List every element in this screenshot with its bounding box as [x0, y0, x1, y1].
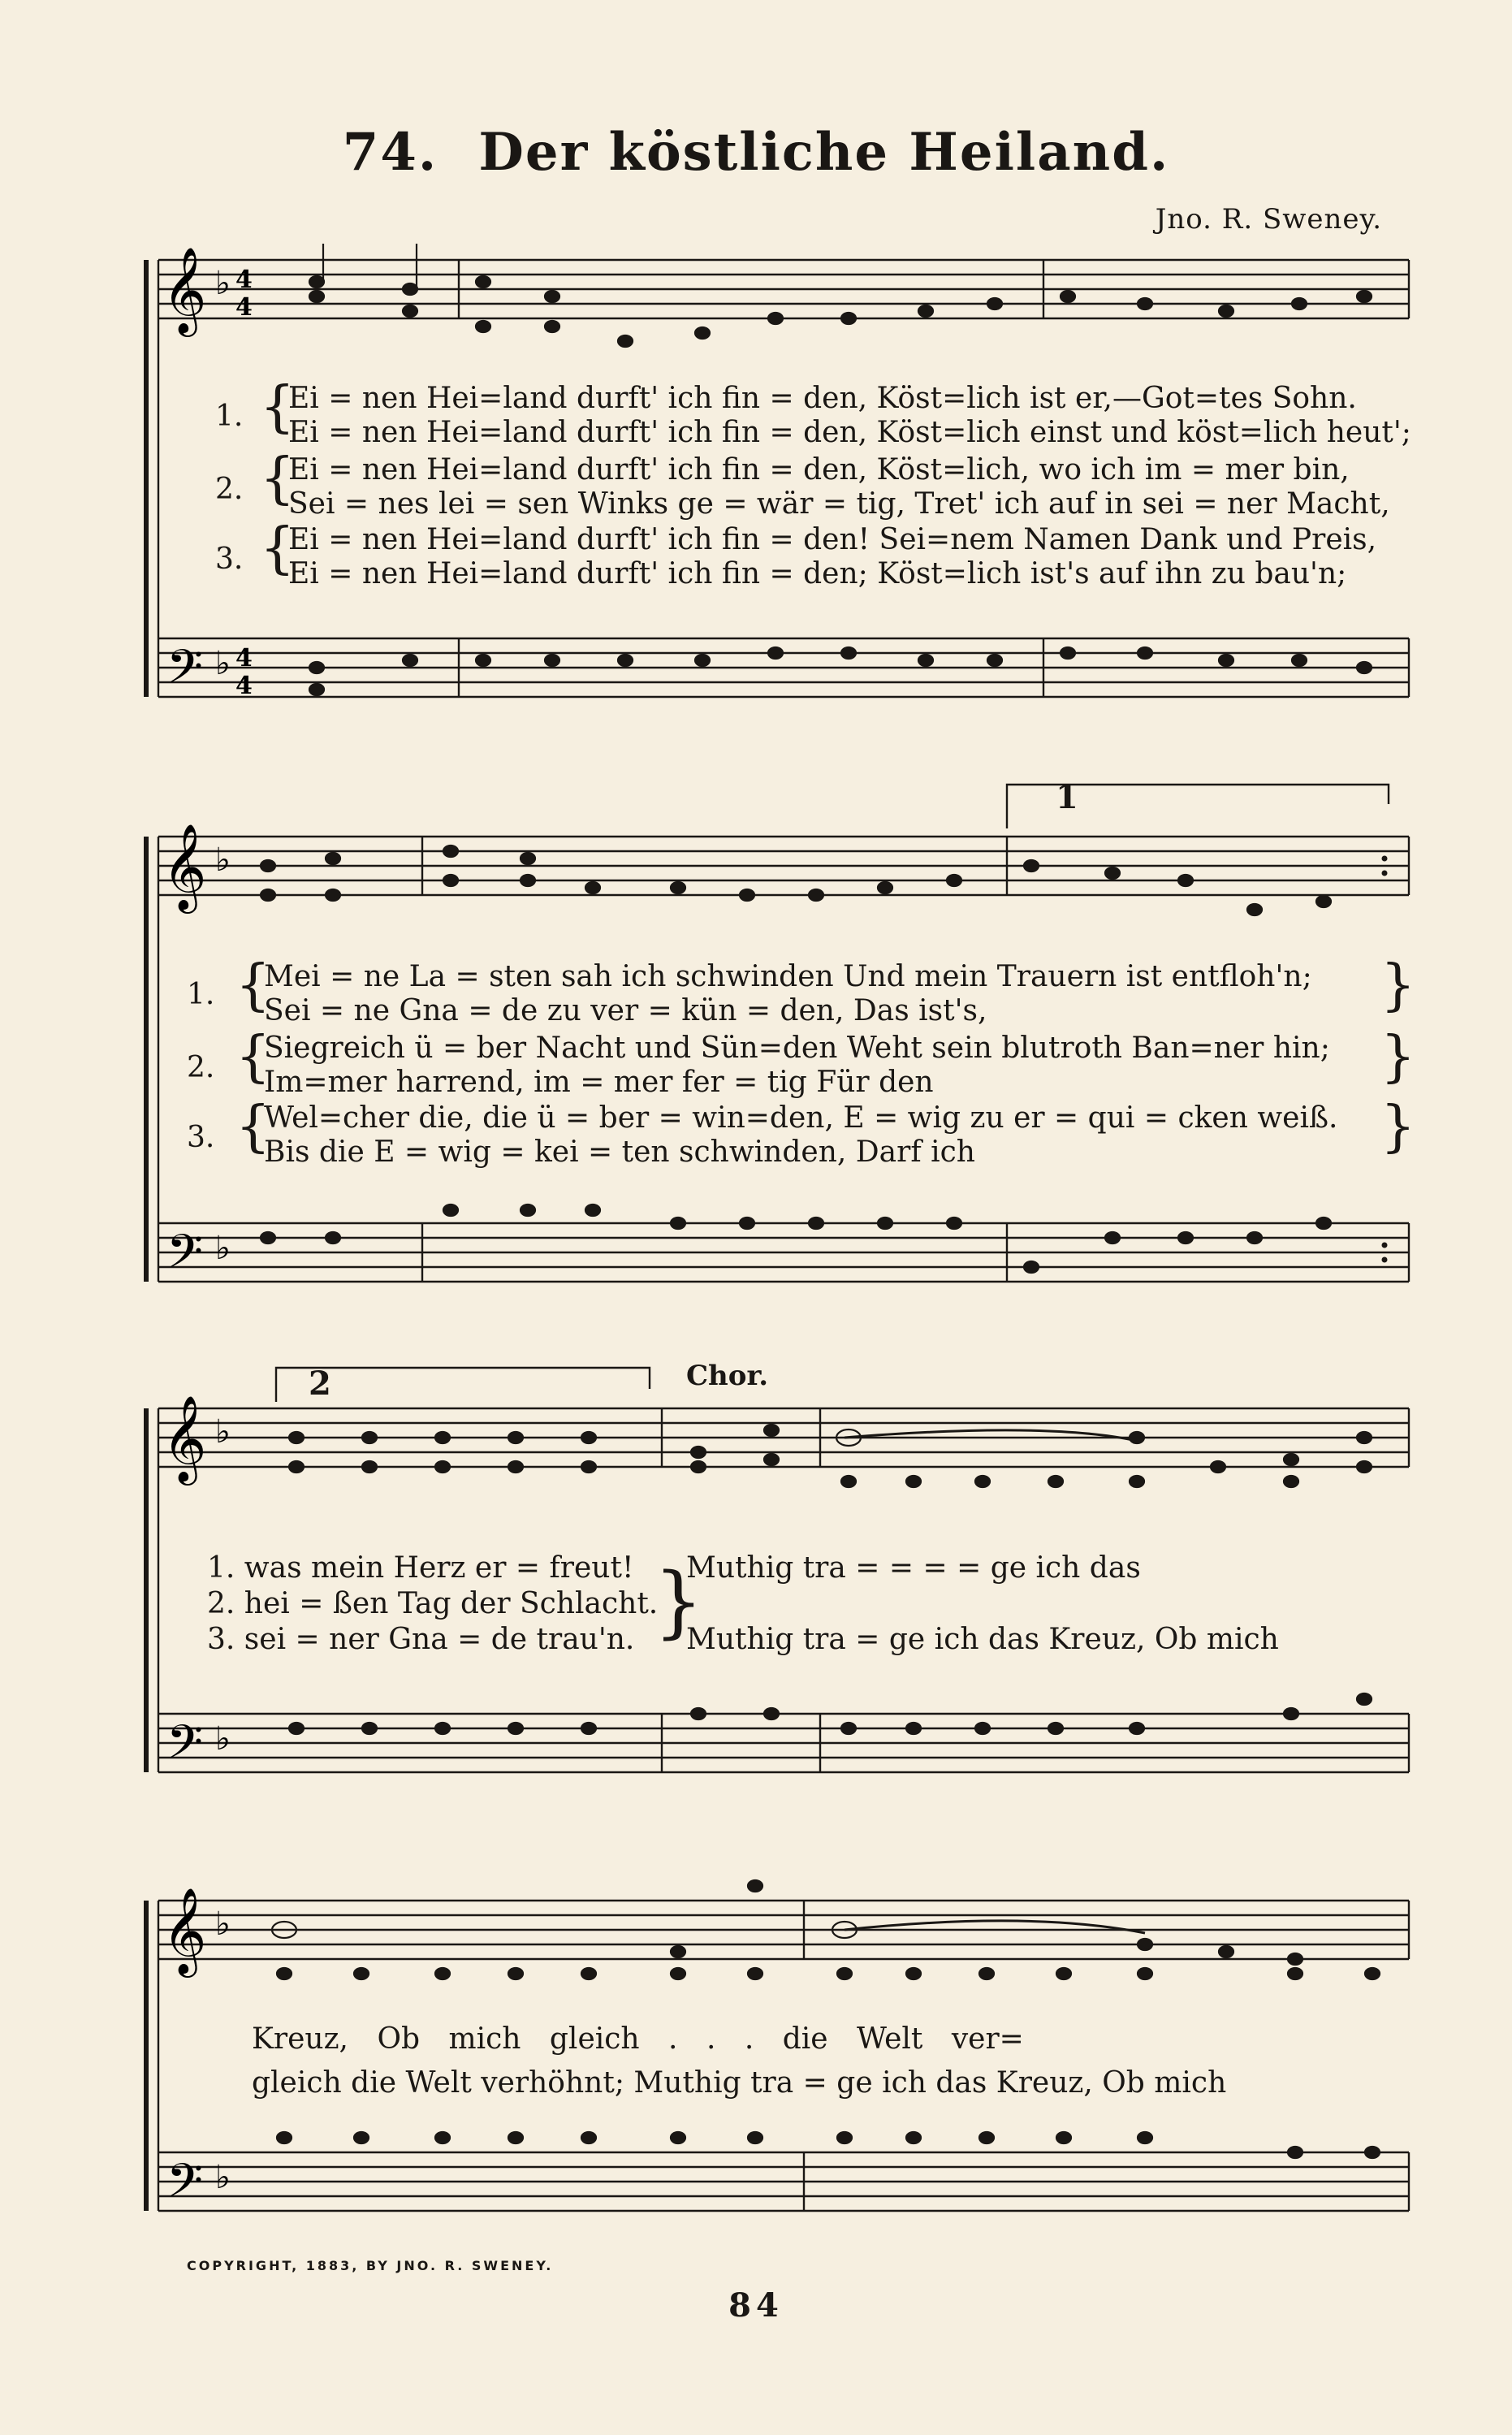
- svg-text:♭: ♭: [215, 1413, 231, 1451]
- lyric-line: Muthig tra = = = = ge ich das: [686, 1551, 1141, 1585]
- verse-number: 2.: [187, 1051, 215, 1084]
- svg-text:𝄢: 𝄢: [166, 639, 204, 706]
- hymn-title-text: Der köstliche Heiland.: [478, 122, 1170, 183]
- svg-text:𝄞: 𝄞: [162, 246, 207, 333]
- lyric-line: Siegreich ü = ber Nacht und Sün=den Weht sein blutroth Ban=ner hin;: [264, 1032, 1330, 1065]
- composer-credit: Jno. R. Sweney.: [1155, 203, 1382, 236]
- lyric-line: Ei = nen Hei=land durft' ich fin = den, Köst=lich ist er,—Got=tes Sohn.: [288, 382, 1357, 415]
- svg-text:4: 4: [235, 672, 253, 700]
- svg-text:𝄞: 𝄞: [162, 1395, 207, 1481]
- svg-text:♭: ♭: [215, 1720, 231, 1758]
- svg-text:♭: ♭: [215, 2159, 231, 2196]
- verse-brace: }: [1380, 1025, 1416, 1089]
- lyric-line: Ei = nen Hei=land durft' ich fin = den; Köst=lich ist's auf ihn zu bau'n;: [288, 557, 1347, 590]
- verse-brace: {: [260, 517, 296, 581]
- hymn-title: [0, 122, 1512, 183]
- lyric-line: 1. was mein Herz er = freut!: [207, 1551, 634, 1585]
- svg-text:♭: ♭: [215, 645, 231, 682]
- lyric-line: Kreuz, Ob mich gleich . . . die Welt ver=: [252, 2022, 1024, 2056]
- verse-brace: {: [260, 375, 296, 439]
- verse-brace: }: [1380, 954, 1416, 1018]
- verse-brace: }: [1380, 1095, 1416, 1159]
- music-system-2: [0, 780, 1512, 1316]
- svg-text:♭: ♭: [215, 1905, 231, 1943]
- svg-text:4: 4: [235, 266, 253, 294]
- lyric-line: Mei = ne La = sten sah ich schwinden Und mein Trauern ist entfloh'n;: [264, 960, 1312, 993]
- svg-text:𝄢: 𝄢: [166, 1224, 204, 1291]
- verse-brace: {: [235, 1095, 271, 1159]
- verse-brace: {: [235, 954, 271, 1018]
- lyric-line: Bis die E = wig = kei = ten schwinden, Darf ich: [264, 1135, 975, 1169]
- svg-text:𝄢: 𝄢: [166, 2153, 204, 2220]
- verse-brace: }: [654, 1556, 704, 1647]
- verse-number: 3.: [187, 1121, 215, 1154]
- music-system-1: [0, 236, 1512, 739]
- svg-text:𝄞: 𝄞: [162, 1887, 207, 1974]
- svg-text:𝄢: 𝄢: [166, 1715, 204, 1781]
- svg-text:♭: ♭: [215, 841, 231, 879]
- lyric-line: 2. hei = ßen Tag der Schlacht.: [207, 1587, 659, 1620]
- verse-brace: {: [260, 447, 296, 511]
- verse-number: 2.: [215, 473, 244, 506]
- lyric-line: Sei = ne Gna = de zu ver = kün = den, Das ist's,: [264, 994, 987, 1027]
- svg-text:4: 4: [235, 293, 253, 322]
- lyric-line: Ei = nen Hei=land durft' ich fin = den, Köst=lich einst und köst=lich heut';: [288, 416, 1411, 449]
- svg-text:𝄞: 𝄞: [162, 823, 207, 910]
- first-ending-label: 1: [1056, 778, 1078, 816]
- lyric-line: Im=mer harrend, im = mer fer = tig Für den: [264, 1066, 934, 1099]
- chorus-label: Chor.: [686, 1360, 769, 1392]
- verse-number: 1.: [187, 978, 215, 1011]
- page-number: 84: [728, 2286, 784, 2325]
- music-system-4: [0, 1860, 1512, 2250]
- second-ending-label: 2: [309, 1365, 331, 1403]
- svg-text:♭: ♭: [215, 1230, 231, 1267]
- verse-number: 3.: [215, 543, 244, 576]
- hymn-number: 74.: [342, 122, 438, 183]
- lyric-line: gleich die Welt verhöhnt; Muthig tra = ge ich das Kreuz, Ob mich: [252, 2066, 1227, 2100]
- music-system-3: [0, 1356, 1512, 1811]
- verse-number: 1.: [215, 400, 244, 433]
- copyright-notice: COPYRIGHT, 1883, BY JNO. R. SWENEY.: [187, 2258, 554, 2273]
- lyric-line: Ei = nen Hei=land durft' ich fin = den! Sei=nem Namen Dank und Preis,: [288, 523, 1377, 556]
- lyric-line: Muthig tra = ge ich das Kreuz, Ob mich: [686, 1623, 1279, 1656]
- svg-text:♭: ♭: [215, 265, 231, 302]
- verse-brace: {: [235, 1025, 271, 1089]
- lyric-line: Sei = nes lei = sen Winks ge = wär = tig, Tret' ich auf in sei = ner Macht,: [288, 487, 1390, 521]
- lyric-line: 3. sei = ner Gna = de trau'n.: [207, 1623, 635, 1656]
- svg-text:4: 4: [235, 644, 253, 673]
- lyric-line: Wel=cher die, die ü = ber = win=den, E = wig zu er = qui = cken weiß.: [264, 1101, 1338, 1135]
- lyric-line: Ei = nen Hei=land durft' ich fin = den, Köst=lich, wo ich im = mer bin,: [288, 453, 1350, 487]
